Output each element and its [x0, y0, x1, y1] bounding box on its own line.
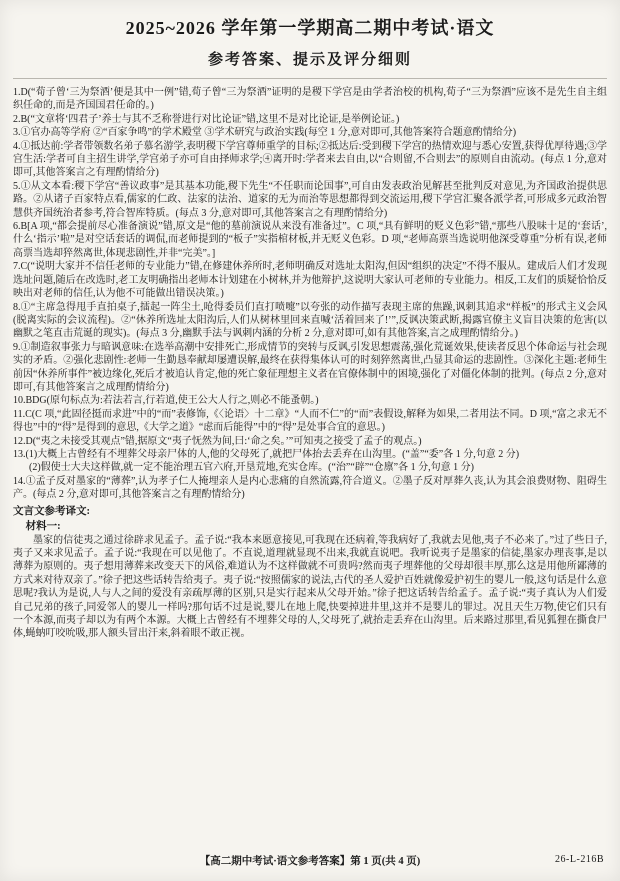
answer-item: 3.①官办高等学府 ②“百家争鸣”的学术殿堂 ③学术研究与政治实践(每空 1 分,意对即可,其他答案符合题意酌情给分)	[13, 127, 517, 139]
exam-title: 2025~2026 学年第一学期高二期中考试·语文	[125, 18, 495, 38]
exam-subtitle: 参考答案、提示及评分细则	[207, 52, 412, 68]
answer-item: (2)假使士大夫这样做,就一定不能治理五官六府,开垦荒地,充实仓库。(“治”“辟”“仓廪”各 1 分,句意 1 分)	[29, 462, 474, 474]
translation-section	[13, 534, 607, 641]
answer-item: 11.C(C 项,“此固径挺而求进”中的“而”表修饰,《〈论语〉十二章》“人而不仁”的“而”表假设,解释为如果,二者用法不同。D 项,“富之求无不得也”中的“得”是得到的意思,《大学之道》“虑而后能得”中的“得”是处事合宜的意思。)	[13, 408, 607, 434]
answer-item: 13.(1)大概上古曾经有不埋葬父母亲尸体的人,他的父母死了,就把尸体抬去丢弃在山沟里。(“盖”“委”各 1 分,句意 2 分)	[13, 448, 520, 460]
answers-section	[13, 86, 607, 502]
answer-item: 14.①孟子反对墨家的“薄葬”,认为孝子仁人掩埋亲人是内心悲痛的自然流露,符合道义。②墨子反对厚葬久丧,认为其会浪费财物、阻碍生产。(每点 2 分,意对即可,其他答案言之有理酌情给分)	[13, 475, 607, 501]
page-footer	[0, 853, 620, 869]
answer-item: 12.D(“夷之未接受其观点”错,据原文“夷子怃然为间,曰:‘命之矣。’”可知夷之接受了孟子的观点。)	[13, 435, 422, 447]
answer-item: 9.①制造叙事张力与暗讽意味:在选举高潮中安排死亡,形成情节的突转与反讽,引发思想震荡,强化荒诞效果,使读者反思个体命运与社会现实的矛盾。②强化悲剧性:老师一生勤恳奉献却屡遭误解,最终在获得集体认可的时刻猝然离世,凸显其命运的悲剧性。③深化主题:老师生前因“休养所事件”被边缘化,死后才被追认肯定,他的死亡象征理想主义者在官僚体制中的困境,强化了对僵化体制的批判。(每点 2 分,意对即可,有其他答案言之成理酌情给分)	[13, 341, 607, 393]
footer-doc-label: 【高二期中考试·语文参考答案】	[199, 856, 351, 867]
footer-page-number: 第 1 页(共 4 页)	[350, 856, 421, 867]
header-divider	[13, 78, 607, 79]
footer-code: 26-L-216B	[555, 854, 604, 865]
answer-item: 6.B[A 项,“都会提前尽心准备演说”错,原文是“他的墓前演说从来没有准备过”。C 项,“具有鲜明的贬义色彩”错,“那些八股味十足的‘套话’,什么‘指示’啦”是对空话套话的调侃,而老师提到的“板子”实指棺材板,并无贬义色彩。D 项,“老师高票当选说明他深受尊重”分析有误,老师高票当选却猝然离世,体现悲剧性,并非“完美”。]	[13, 221, 607, 259]
answer-item: 2.B(“文章将‘四君子’养士与其不乏称誉进行对比论证”错,这里不是对比论证,是举例论证。)	[13, 113, 400, 125]
answer-item: 8.①“主席急得甩手直拍桌子,擂起一阵尘土,呛得委员们直打喷嚏”以夸张的动作描写表现主席的焦躁,讽刺其追求“样板”的形式主义会风(脱离实际的会议流程)。②“休养所选址太阳沟后,人们从树林里回来直喊‘活着回来了!’”,反讽决策武断,揭露官僚主义盲目决策的危害(以幽默之笔直击荒诞的现实)。(每点 3 分,幽默手法与讽刺内涵的分析 2 分,意对即可,如有其他答案,言之成理酌情给分。)	[13, 301, 607, 340]
material-one-label: 材料一:	[25, 520, 61, 532]
answer-item: 1.D(“荀子曾‘三为祭酒’便是其中一例”错,荀子曾“三为祭酒”证明的是稷下学宫是由学者治校的机构,荀子“三为祭酒”应该不是先生自主组织任命的,而是齐国国君任命的。)	[13, 87, 607, 112]
answer-item: 10.BDG(原句标点为:若法若言,行若道,使王公大人行之,则必不能蚤朝。)	[13, 395, 319, 407]
translation-paragraph: 墨家的信徒夷之通过徐辟求见孟子。孟子说:“我本来愿意接见,可我现在还病着,等我病好了,我就去见他,夷子不必来了。”过了些日子,夷子又来求见孟子。孟子说:“我现在可以见他了。不直说,道理就显现不出来,我就直说吧。我听说夷子是墨家的信徒,墨家办理丧事,是以薄葬为原则的。夷子想用薄葬来改变天下的风俗,难道认为不这样做就不可贵吗?然而夷子埋葬他的父母却很丰厚,那么这是用他所鄙薄的方式来对待双亲了。”徐子把这些话转告给夷子。夷子说:“按照儒家的说法,古代的圣人爱护百姓就像爱护初生的婴儿一般,这句话是什么意思呢?我认为是说,人与人之间的爱没有亲疏厚薄的区别,只是实行起来从父母开始。”徐子把这话转告给孟子。孟子说:“夷子真认为人们爱自己兄弟的孩子,同爱邻人的婴儿一样吗?那句话不过是说,婴儿在地上爬,快要掉进井里,这并不是婴儿的罪过。况且天生万物,使它们只有一个本源,而夷子却以为有两个本源。大概上古曾经有不埋葬父母的人,父母死了,就抬走丢弃在山沟里。后来路过那里,看见狐狸在撕食尸体,蝇蚋叮咬吮吸,那人额头冒出汗来,斜着眼不敢正视。	[13, 534, 607, 640]
translation-heading: 文言文参考译文:	[13, 505, 90, 517]
answer-item: 7.C(“说明大家并不信任老师的专业能力”错,在修建休养所时,老师明确反对选址太阳沟,但因“组织的决定”不得不服从。建成后人们才发现选址问题,随后在改选时,老工友明确指出老师本计划建在小树林,并为他辩护,这说明大家认可老师的专业能力。相反,工友们的质疑恰恰反映出对老师的信任,认为他不可能做出错误决策。)	[13, 261, 607, 300]
answer-item: 5.①从文本看:稷下学宫“善议政事”是其基本功能,稷下先生“不任职而论国事”,可自由发表政治见解甚至批判反对意见,为齐国政治提供思路。②从诸子百家特点看,儒家的仁政、法家的法治、道家的无为而治等思想都得到交流运用,稷下学宫汇聚各派学者,可形成多元政治智慧供齐国统治者参考,符合智库特质。(每点 3 分,意对即可,其他答案言之有理酌情给分)	[13, 180, 607, 219]
answer-item: 4.①抵达前:学者带领数名弟子慕名游学,表明稷下学宫尊师重学的目标;②抵达后:受到稷下学宫的热情欢迎与悉心安置,获得优厚待遇;③学宫生活:学者可自主招生讲学,学宫弟子亦可自由择师求学;④离开时:学者来去自由,以“合则留,不合则去”的原则自由流动。(每点 1 分,意对即可,其他答案言之有理酌情给分)	[13, 140, 607, 179]
